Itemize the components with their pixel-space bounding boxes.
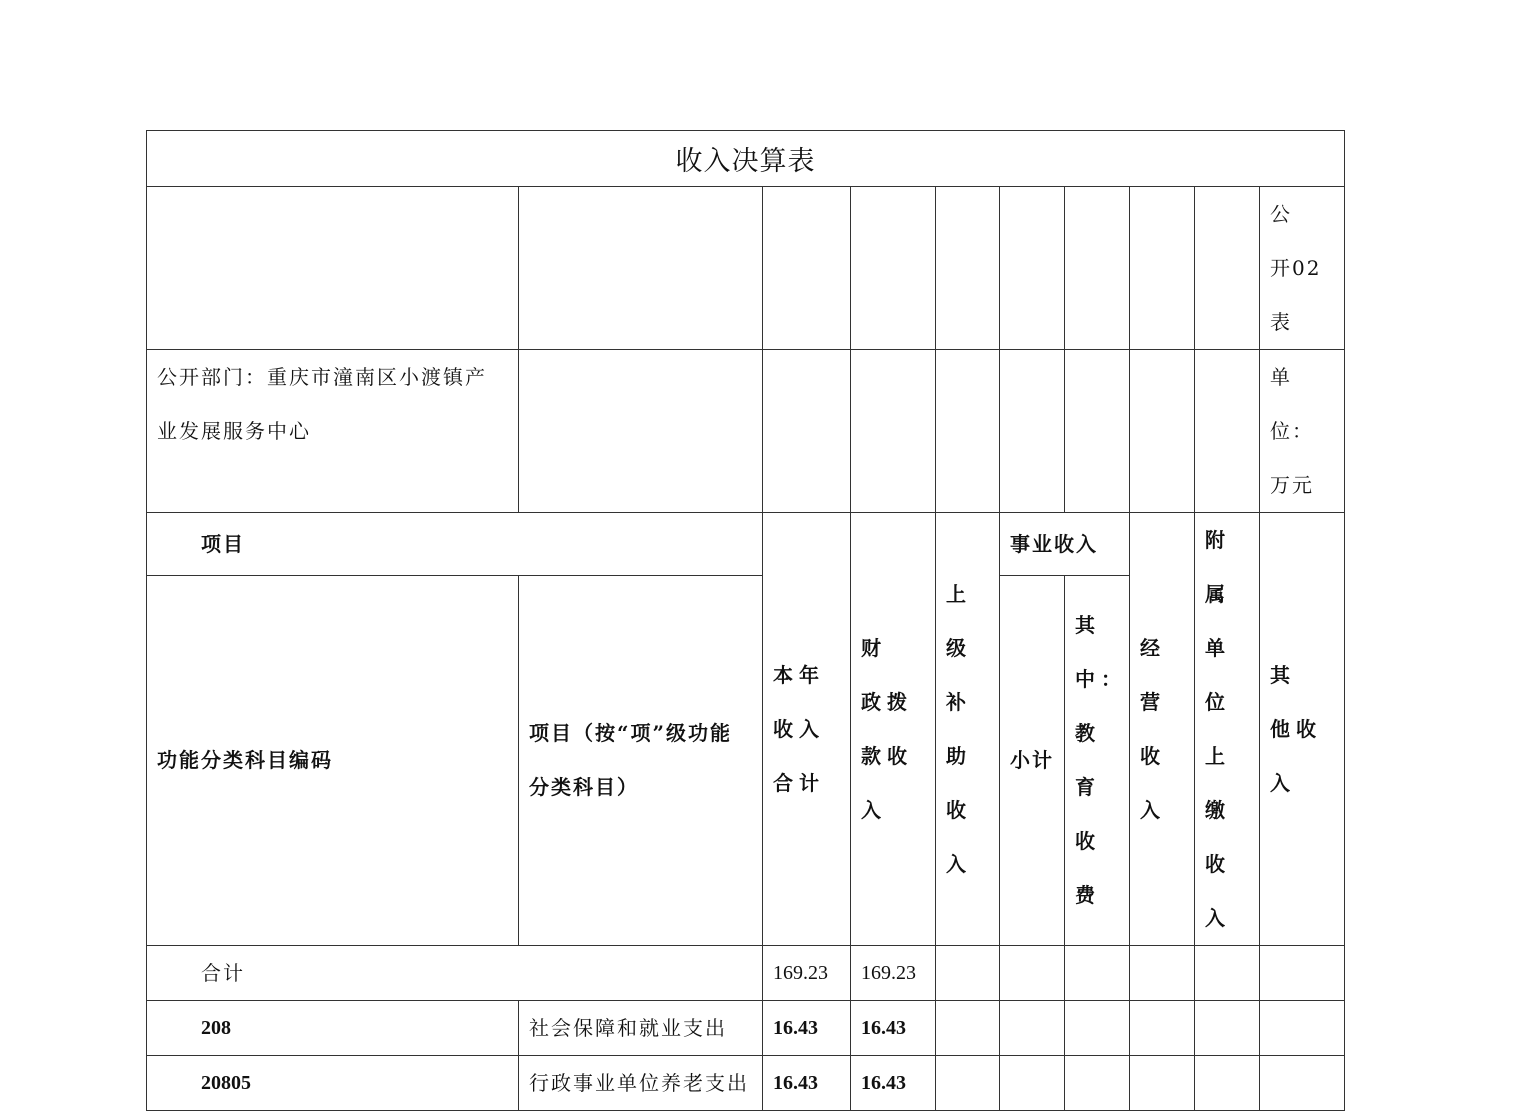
unit-label: 单位：万元 [1260, 350, 1345, 513]
empty-cell [1130, 187, 1195, 350]
empty-cell [1195, 350, 1260, 513]
empty-cell [1000, 187, 1065, 350]
empty-cell [1260, 946, 1345, 1001]
empty-cell [936, 946, 1000, 1001]
empty-cell [1065, 187, 1130, 350]
empty-cell [1000, 350, 1065, 513]
total-row-total-income: 169.23 [763, 946, 851, 1001]
fiscal-appropriation-header: 财 政拨 款收入 [851, 513, 936, 946]
empty-cell [763, 350, 851, 513]
empty-cell [1065, 1056, 1130, 1111]
project-group-header: 项目 [147, 513, 763, 576]
row-total-income: 16.43 [763, 1001, 851, 1056]
table-title: 收入决算表 [147, 131, 1345, 187]
function-item-header: 项目（按“项”级功能分类科目） [519, 575, 763, 945]
empty-cell [851, 187, 936, 350]
business-income-header: 事业收入 [1000, 513, 1130, 576]
operating-income-header: 经营收入 [1130, 513, 1195, 946]
affiliated-unit-income-header: 附属单位上缴收入 [1195, 513, 1260, 946]
empty-cell [1195, 946, 1260, 1001]
empty-cell [1195, 1001, 1260, 1056]
empty-cell [1000, 1056, 1065, 1111]
total-row-label: 合计 [147, 946, 763, 1001]
empty-cell [1130, 350, 1195, 513]
form-number: 公 开02表 [1260, 187, 1345, 350]
row-total-income: 16.43 [763, 1056, 851, 1111]
education-fee-header: 其中：教育收费 [1065, 575, 1130, 945]
income-final-accounts-table [146, 130, 1345, 1111]
empty-cell [1260, 1056, 1345, 1111]
row-code: 208 [147, 1001, 519, 1056]
department-label: 公开部门：重庆市潼南区小渡镇产业发展服务中心 [147, 350, 519, 513]
empty-cell [1065, 1001, 1130, 1056]
empty-cell [936, 187, 1000, 350]
empty-cell [1195, 187, 1260, 350]
empty-cell [1000, 1001, 1065, 1056]
superior-subsidy-header: 上级补助收入 [936, 513, 1000, 946]
empty-cell [1000, 946, 1065, 1001]
empty-cell [936, 1056, 1000, 1111]
empty-cell [1065, 350, 1130, 513]
row-code: 20805 [147, 1056, 519, 1111]
row-item-name: 行政事业单位养老支出 [519, 1056, 763, 1111]
empty-cell [1260, 1001, 1345, 1056]
total-income-header: 本年收入合计 [763, 513, 851, 946]
function-code-header: 功能分类科目编码 [147, 575, 519, 945]
empty-cell [936, 1001, 1000, 1056]
business-subtotal-header: 小计 [1000, 575, 1065, 945]
empty-cell [1130, 1001, 1195, 1056]
row-item-name: 社会保障和就业支出 [519, 1001, 763, 1056]
empty-cell [1065, 946, 1130, 1001]
empty-cell [1195, 1056, 1260, 1111]
empty-cell [519, 187, 763, 350]
empty-cell [763, 187, 851, 350]
empty-cell [1130, 1056, 1195, 1111]
empty-cell [851, 350, 936, 513]
row-fiscal-income: 16.43 [851, 1001, 936, 1056]
other-income-header: 其 他收入 [1260, 513, 1345, 946]
empty-cell [147, 187, 519, 350]
total-row-fiscal-income: 169.23 [851, 946, 936, 1001]
empty-cell [1130, 946, 1195, 1001]
empty-cell [936, 350, 1000, 513]
empty-cell [519, 350, 763, 513]
row-fiscal-income: 16.43 [851, 1056, 936, 1111]
